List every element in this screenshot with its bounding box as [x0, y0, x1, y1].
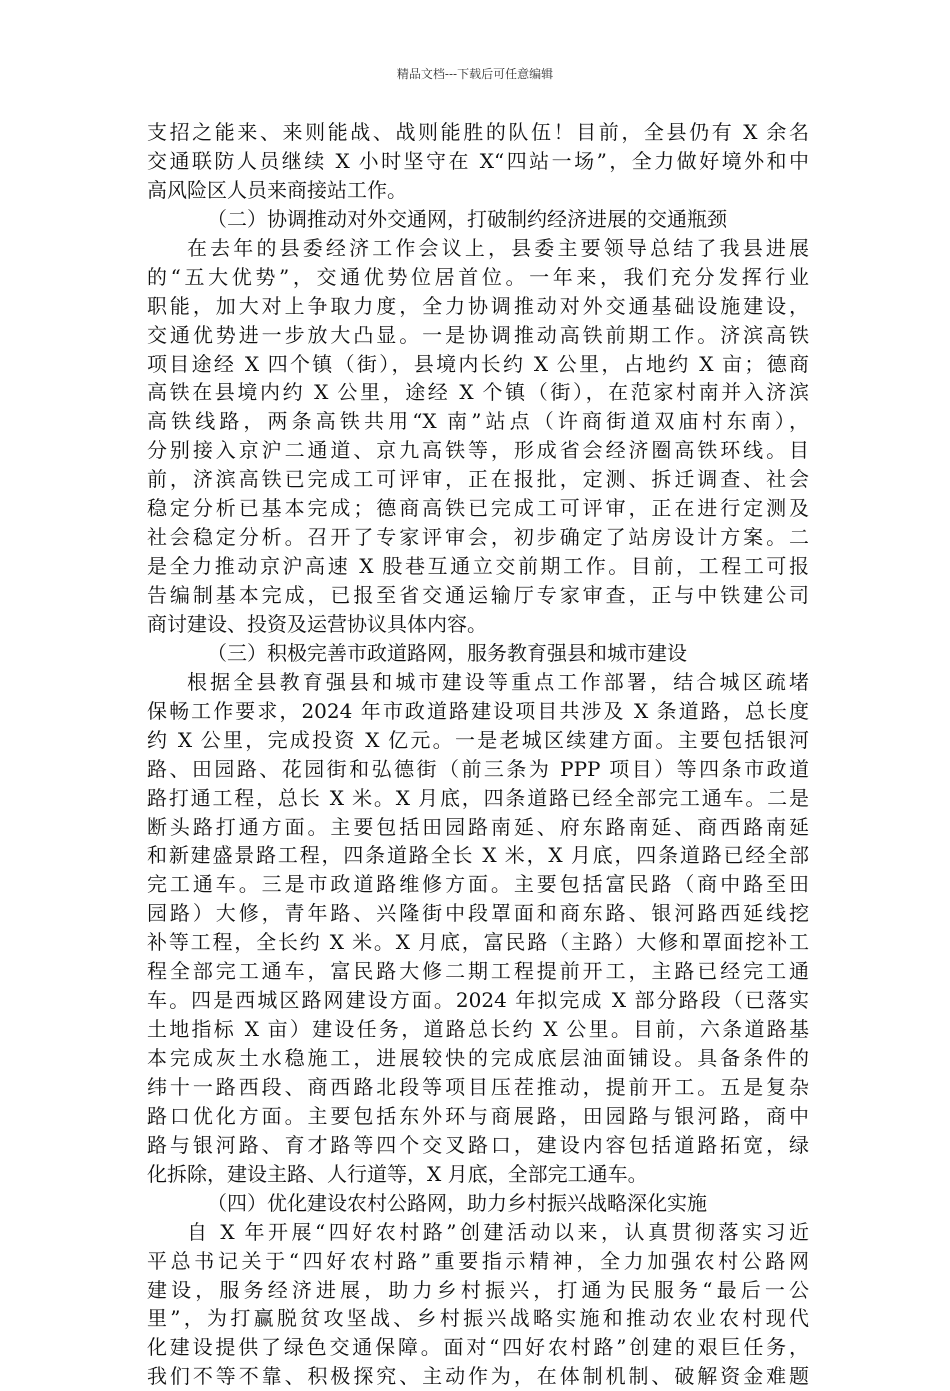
paragraph-line: 社会稳定分析。召开了专家评审会，初步确定了站房设计方案。二: [147, 525, 809, 550]
paragraph-line: 和新建盛景路工程，四条道路全长 X 米，X 月底，四条道路已经全部: [147, 843, 809, 868]
paragraph-line: 的“五大优势”，交通优势位居首位。一年来，我们充分发挥行业: [147, 264, 809, 289]
page-header: 精品文档---下载后可任意编辑: [396, 67, 554, 81]
paragraph-line: 路打通工程，总长 X 米。X 月底，四条道路已经全部完工通车。二是: [147, 785, 809, 810]
paragraph-line: 高风险区人员来商接站工作。: [147, 177, 407, 202]
paragraph-line: 化建设提供了绿色交通保障。面对“四好农村路”创建的艰巨任务，: [147, 1335, 809, 1360]
paragraph-line: 在去年的县委经济工作会议上，县委主要领导总结了我县进展: [187, 235, 809, 260]
section-heading: （二）协调推动对外交通网，打破制约经济进展的交通瓶颈: [207, 206, 727, 231]
paragraph-line: 车。四是西城区路网建设方面。2024 年拟完成 X 部分路段（已落实: [147, 988, 809, 1013]
paragraph-line: 完工通车。三是市政道路维修方面。主要包括富民路（商中路至田: [147, 872, 809, 897]
paragraph-line: 交通优势进一步放大凸显。一是协调推动高铁前期工作。济滨高铁: [147, 322, 809, 347]
section-heading: （四）优化建设农村公路网，助力乡村振兴战略深化实施: [207, 1190, 707, 1215]
paragraph-line: 路与银河路、育才路等四个交叉路口，建设内容包括道路拓宽，绿: [147, 1132, 809, 1157]
paragraph-line: 约 X 公里，完成投资 X 亿元。一是老城区续建方面。主要包括银河: [147, 727, 809, 752]
paragraph-line: 商讨建设、投资及运营协议具体内容。: [147, 611, 487, 636]
paragraph-line: 自 X 年开展“四好农村路”创建活动以来，认真贯彻落实习近: [187, 1219, 809, 1244]
paragraph-line: 纬十一路西段、商西路北段等项目压茬推动，提前开工。五是复杂: [147, 1074, 809, 1099]
paragraph-line: 是全力推动京沪高速 X 股巷互通立交前期工作。目前，工程工可报: [147, 554, 809, 579]
paragraph-line: 稳定分析已基本完成；德商高铁已完成工可评审，正在进行定测及: [147, 496, 809, 521]
paragraph-line: 高铁在县境内约 X 公里，途经 X 个镇（街），在范家村南并入济滨: [147, 380, 809, 405]
paragraph-line: 我们不等不靠、积极探究、主动作为，在体制机制、破解资金难题: [147, 1364, 809, 1389]
paragraph-line: 分别接入京沪二通道、京九高铁等，形成省会经济圈高铁环线。目: [147, 438, 809, 463]
paragraph-line: 高铁线路，两条高铁共用“X 南”站点（许商街道双庙村东南），: [147, 409, 809, 434]
paragraph-line: 园路）大修，青年路、兴隆街中段罩面和商东路、银河路西延线挖: [147, 901, 809, 926]
paragraph-line: 程全部完工通车，富民路大修二期工程提前开工，主路已经完工通: [147, 959, 809, 984]
paragraph-line: 路、田园路、花园街和弘德街（前三条为 PPP 项目）等四条市政道: [147, 756, 809, 781]
paragraph-line: 里”，为打赢脱贫攻坚战、乡村振兴战略实施和推动农业农村现代: [147, 1306, 809, 1331]
paragraph-line: 告编制基本完成，已报至省交通运输厅专家审查，正与中铁建公司: [147, 583, 809, 607]
paragraph-line: 化拆除，建设主路、人行道等，X 月底，全部完工通车。: [147, 1161, 648, 1186]
document-body: [147, 118, 809, 1391]
paragraph-line: 路口优化方面。主要包括东外环与商展路，田园路与银河路，商中: [147, 1103, 809, 1128]
paragraph-line: 交通联防人员继续 X 小时坚守在 X“四站一场”，全力做好境外和中: [147, 148, 809, 173]
paragraph-line: 保畅工作要求，2024 年市政道路建设项目共涉及 X 条道路，总长度: [147, 698, 809, 723]
paragraph-line: 职能，加大对上争取力度，全力协调推动对外交通基础设施建设，: [147, 293, 809, 318]
paragraph-line: 断头路打通方面。主要包括田园路南延、府东路南延、商西路南延: [147, 814, 809, 839]
paragraph-line: 项目途经 X 四个镇（街），县境内长约 X 公里，占地约 X 亩；德商: [147, 351, 809, 376]
section-heading: （三）积极完善市政道路网，服务教育强县和城市建设: [207, 640, 687, 665]
paragraph-line: 本完成灰土水稳施工，进展较快的完成底层油面铺设。具备条件的: [147, 1046, 809, 1070]
paragraph-line: 建设，服务经济进展，助力乡村振兴，打通为民服务“最后一公: [147, 1277, 809, 1302]
paragraph-line: 土地指标 X 亩）建设任务，道路总长约 X 公里。目前，六条道路基: [147, 1017, 809, 1042]
paragraph-line: 前，济滨高铁已完成工可评审，正在报批，定测、拆迁调查、社会: [147, 467, 809, 492]
paragraph-line: 补等工程，全长约 X 米。X 月底，富民路（主路）大修和罩面挖补工: [147, 930, 809, 955]
paragraph-line: 平总书记关于“四好农村路”重要指示精神，全力加强农村公路网: [147, 1248, 809, 1273]
paragraph-line: 根据全县教育强县和城市建设等重点工作部署，结合城区疏堵: [187, 669, 809, 694]
paragraph-line: 支招之能来、来则能战、战则能胜的队伍！目前，全县仍有 X 余名: [147, 120, 809, 144]
